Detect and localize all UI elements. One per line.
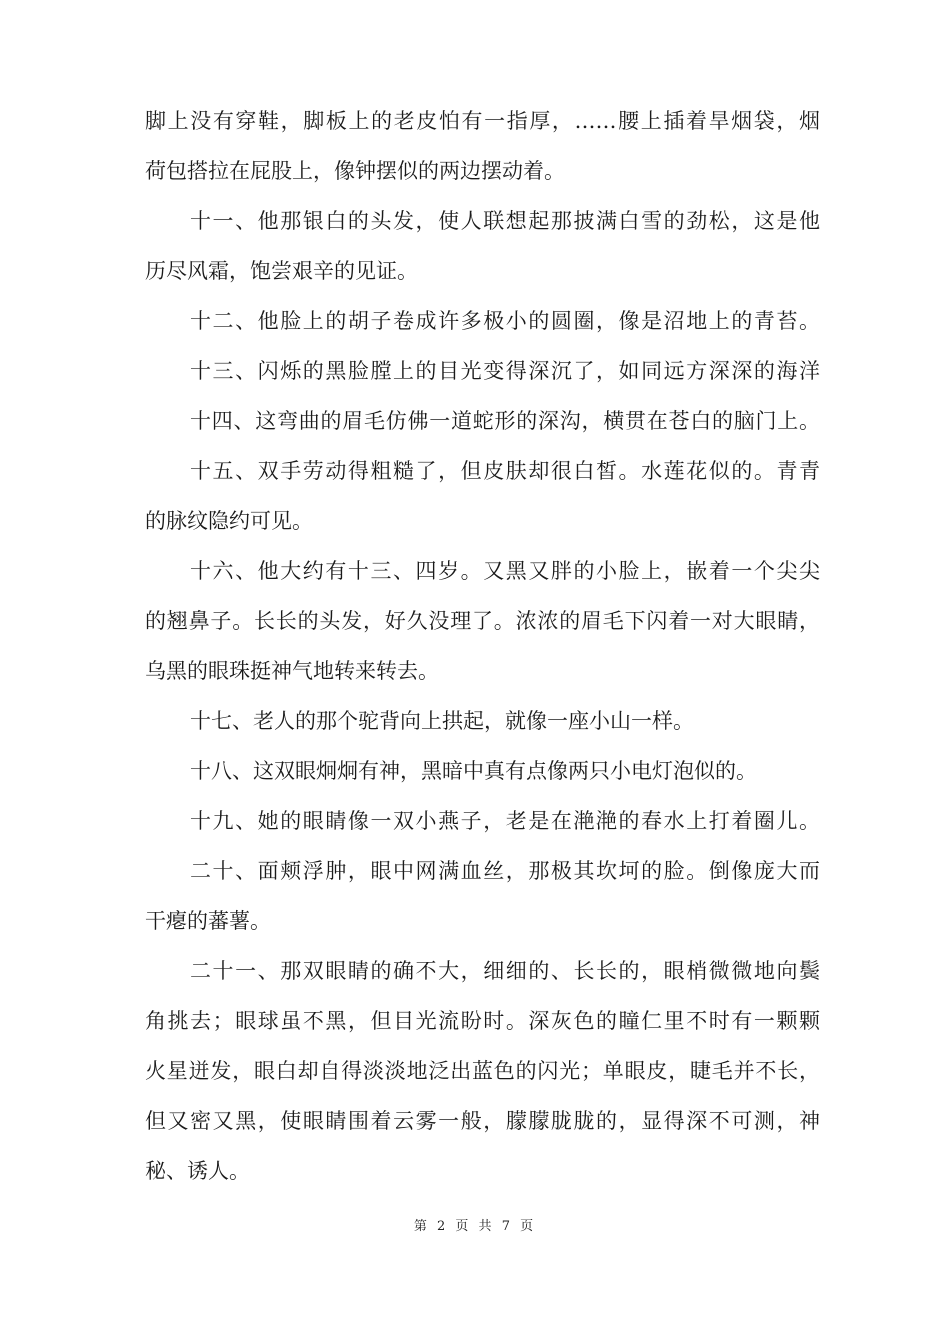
text-line: 秘、诱人。 xyxy=(145,1159,250,1183)
text-line: 荷包搭拉在屁股上，像钟摆似的两边摆动着。 xyxy=(145,159,565,183)
paragraph-first-line: 十八、这双眼炯炯有神，黑暗中真有点像两只小电灯泡似的。 xyxy=(190,759,757,783)
paragraph-first-line: 十一、他那银白的头发，使人联想起那披满白雪的劲松，这是他 xyxy=(190,209,820,233)
text-line: 历尽风霜，饱尝艰辛的见证。 xyxy=(145,259,418,283)
text-line: 的翘鼻子。长长的头发，好久没理了。浓浓的眉毛下闪着一对大眼睛， xyxy=(145,609,820,633)
text-line: 角挑去；眼球虽不黑，但目光流盼时。深灰色的瞳仁里不时有一颗颗 xyxy=(145,1009,820,1033)
text-line: 干瘪的蕃薯。 xyxy=(145,909,271,933)
text-line: 火星迸发，眼白却自得淡淡地泛出蓝色的闪光；单眼皮，睫毛并不长， xyxy=(145,1059,820,1083)
text-line: 脚上没有穿鞋，脚板上的老皮怕有一指厚，……腰上插着旱烟袋，烟 xyxy=(145,109,820,133)
paragraph-first-line: 十七、老人的那个驼背向上拱起，就像一座小山一样。 xyxy=(190,709,694,733)
paragraph-first-line: 二十一、那双眼睛的确不大，细细的、长长的，眼梢微微地向鬓 xyxy=(190,959,820,983)
paragraph-first-line: 十五、双手劳动得粗糙了，但皮肤却很白皙。水莲花似的。青青 xyxy=(190,459,820,483)
text-line: 但又密又黑，使眼睛围着云雾一般，朦朦胧胧的，显得深不可测，神 xyxy=(145,1109,820,1133)
paragraph-first-line: 十四、这弯曲的眉毛仿佛一道蛇形的深沟，横贯在苍白的脑门上。 xyxy=(190,409,820,433)
paragraph-first-line: 十九、她的眼睛像一双小燕子，老是在滟滟的春水上打着圈儿。 xyxy=(190,809,820,833)
paragraph-first-line: 十二、他脸上的胡子卷成许多极小的圆圈，像是沼地上的青苔。 xyxy=(190,309,820,333)
text-line: 乌黑的眼珠挺神气地转来转去。 xyxy=(145,659,439,683)
paragraph-first-line: 十六、他大约有十三、四岁。又黑又胖的小脸上，嵌着一个尖尖 xyxy=(190,559,820,583)
text-line: 的脉纹隐约可见。 xyxy=(145,509,313,533)
paragraph-first-line: 二十、面颊浮肿，眼中网满血丝，那极其坎坷的脸。倒像庞大而 xyxy=(190,859,820,883)
page-footer: 第 2 页 共 7 页 xyxy=(413,1219,537,1234)
paragraph-first-line: 十三、闪烁的黑脸膛上的目光变得深沉了，如同远方深深的海洋 xyxy=(190,359,820,383)
